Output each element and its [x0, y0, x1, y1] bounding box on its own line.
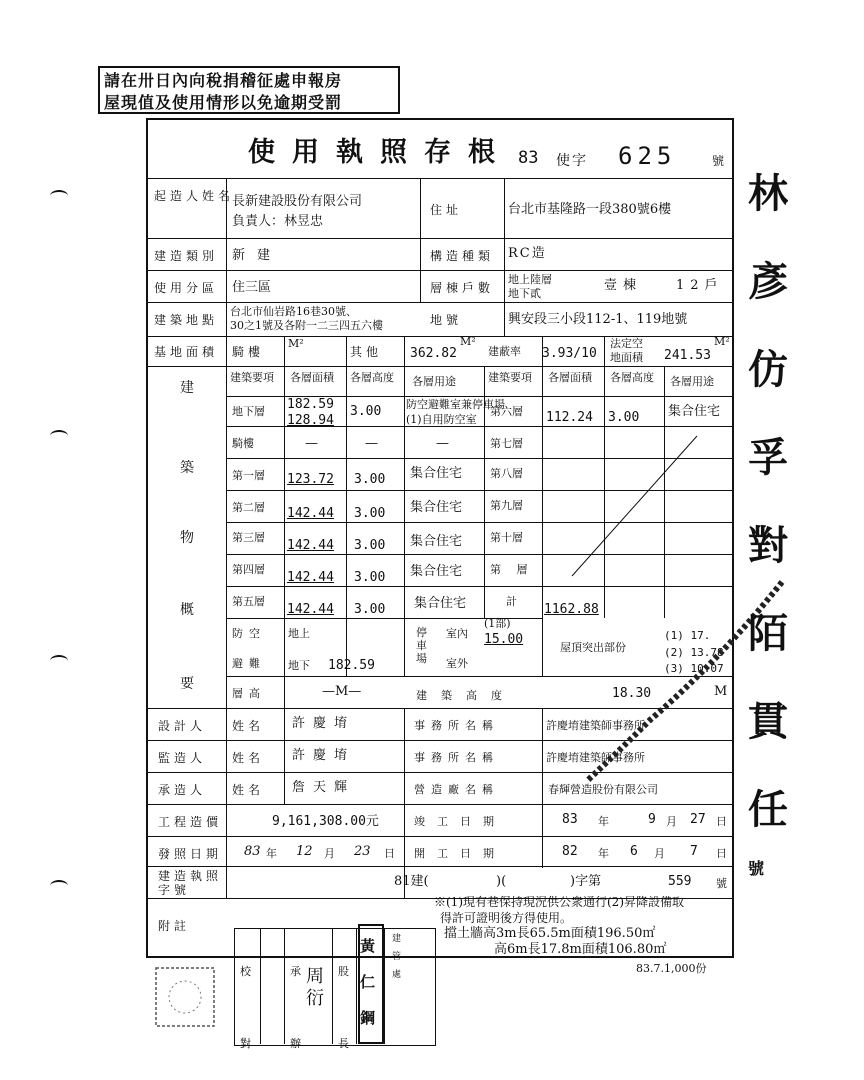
floor-height: —	[365, 436, 378, 451]
structure-label: 構造種類	[430, 249, 495, 263]
owner-address: 台北市基隆路一段380號6樓	[508, 202, 672, 217]
note-line: 擋土牆高3m長65.5m面積196.50㎡	[444, 926, 656, 941]
floor-height: 3.00	[354, 602, 386, 617]
side-char: 任	[748, 786, 788, 833]
floor-name: 第四層	[232, 563, 265, 576]
completion-month: 9	[648, 812, 656, 827]
issue-month: 12	[296, 844, 313, 859]
shelter-below-area: 182.59	[328, 658, 375, 673]
floor-use: 集合住宅	[410, 500, 463, 515]
building-height: 18.30	[612, 686, 652, 701]
permit-number: 625	[618, 142, 677, 170]
floor-height: 3.00	[608, 410, 640, 425]
floor-name: 第九層	[490, 499, 523, 512]
floor-height: 3.00	[354, 538, 386, 553]
side-char: 號	[748, 859, 765, 878]
issue-day: 23	[354, 844, 371, 859]
section-char: 物	[180, 530, 194, 546]
header-item: 建築要項	[488, 371, 532, 384]
rule	[404, 336, 405, 676]
designer-role: 設計人	[158, 719, 207, 733]
completion-label: 竣工日期	[414, 815, 506, 828]
scan-mark	[50, 880, 68, 892]
floor-height: 3.00	[354, 506, 386, 521]
permit-year: 83	[518, 148, 539, 168]
rule	[504, 178, 505, 238]
contractor-role: 承造人	[158, 783, 207, 797]
shelter-below: 地下	[288, 659, 310, 672]
issue-year: 83	[244, 844, 261, 859]
note-line: ※(1)現有巷保持現況供公衆通行(2)昇降設備取	[434, 895, 684, 909]
contractor-name-label: 姓名	[232, 783, 265, 797]
section-char: 概	[180, 602, 194, 618]
parking-outdoor-label: 室外	[446, 657, 468, 670]
supervisor-name: 許慶堉	[292, 748, 356, 763]
floor-area: 123.72	[287, 472, 334, 487]
floor-name: 第七層	[490, 437, 523, 450]
owner-name: 長新建設股份有限公司	[232, 194, 363, 209]
permit-hao: 號	[712, 154, 725, 168]
stamp-chief-label: 股長	[338, 965, 349, 1050]
contractor-office-label: 營造廠名稱	[414, 783, 499, 796]
arcade-label: 騎樓	[232, 345, 265, 359]
start-year: 82	[562, 844, 578, 859]
other-area: 362.82	[410, 346, 457, 361]
contractor-name: 詹天輝	[292, 780, 356, 795]
rule	[146, 804, 734, 805]
building-height-label: 建築高度	[416, 689, 516, 702]
coverage-ratio: 3.93/10	[542, 346, 597, 361]
start-day: 7	[690, 844, 698, 859]
unit-year: 年	[598, 847, 609, 860]
address-label: 住址	[430, 203, 463, 217]
rule	[146, 836, 734, 837]
supervisor-office-label: 事務所名稱	[414, 751, 499, 764]
owner-label: 起造人姓名	[154, 189, 235, 203]
shelter-label-2: 避難	[232, 657, 266, 670]
shelter-above: 地上	[288, 627, 310, 640]
permit-zi: 使字	[556, 153, 588, 169]
rule	[346, 336, 347, 676]
floor-area: 142.44	[287, 602, 334, 617]
shelter-label-1: 防空	[232, 627, 266, 640]
rule	[332, 928, 333, 1044]
floor-name: 第五層	[232, 595, 265, 608]
header-item: 建築要項	[230, 371, 274, 384]
rule	[146, 238, 734, 239]
rule	[146, 866, 734, 867]
completion-year: 83	[562, 812, 578, 827]
floors-above: 地上陸層	[508, 273, 552, 286]
unit-year: 年	[598, 815, 609, 828]
header-height: 各層高度	[350, 371, 394, 384]
note-line: 高6m長17.8m面積106.80㎡	[494, 942, 667, 957]
height-unit: M	[714, 684, 728, 699]
zone-value: 住三區	[232, 280, 272, 295]
print-info: 83.7.1,000份	[636, 962, 707, 975]
side-char: 仿	[748, 346, 788, 393]
unit-month: 月	[654, 847, 665, 860]
rule	[284, 336, 285, 708]
build-type: 新建	[232, 248, 283, 263]
floor-area: 142.44	[287, 570, 334, 585]
roof-label: 屋頂突出部份	[560, 641, 626, 654]
stamp-handler-label: 承辦	[290, 965, 301, 1050]
parking-indoor-count: (1部)	[484, 617, 511, 630]
side-char: 彥	[748, 258, 788, 305]
header-area: 各層面積	[290, 371, 334, 384]
contractor-office: 春輝營造股份有限公司	[548, 783, 658, 796]
designer-office: 許慶堉建築師事務所	[546, 719, 645, 732]
rule	[146, 336, 734, 337]
lot-number: 興安段三小段112-1、119地號	[508, 312, 688, 327]
permit-hao: 號	[716, 877, 727, 890]
side-char: 陌	[748, 610, 788, 657]
site-address-1: 台北市仙岩路16巷30號、	[230, 305, 357, 318]
floor-area: 112.24	[546, 410, 593, 425]
floor-name: 騎樓	[232, 437, 254, 450]
zone-label: 使用分區	[154, 281, 219, 295]
floors-count-label: 層棟戶數	[430, 281, 495, 295]
header-area: 各層面積	[548, 371, 592, 384]
floor-name: 第十層	[490, 531, 523, 544]
floor-name: 第二層	[232, 501, 265, 514]
floor-area: 142.44	[287, 538, 334, 553]
side-char: 林	[748, 170, 788, 217]
legal-area-label-1: 法定空	[610, 337, 643, 350]
notice-line-1: 請在卅日內向稅捐稽征處申報房	[104, 71, 343, 90]
floor-area: 142.44	[287, 506, 334, 521]
completion-day: 27	[690, 812, 706, 827]
side-char: 孚	[748, 434, 788, 481]
rule	[146, 178, 734, 179]
permit-suffix: )字第	[570, 874, 602, 889]
floor-use: (1)自用防空室	[406, 413, 477, 426]
header-use: 各層用途	[412, 375, 456, 388]
floor-height: 3.00	[350, 404, 382, 419]
supervisor-name-label: 姓名	[232, 751, 265, 765]
note-line: 得許可證明後方得使用。	[440, 911, 573, 925]
floor-name: 第一層	[232, 469, 265, 482]
supervisor-office: 許慶堉建築師事務所	[546, 751, 645, 764]
supervisor-role: 監造人	[158, 751, 207, 765]
floor-name: 第三層	[232, 531, 265, 544]
side-char: 對	[748, 522, 788, 569]
rule	[146, 366, 734, 367]
build-type-label: 建造類別	[154, 249, 219, 263]
rule	[284, 708, 285, 804]
rule	[384, 928, 385, 1044]
floor-name: 第八層	[490, 467, 523, 480]
rule	[226, 178, 227, 898]
floor-use: 防空避難室兼停車場	[406, 398, 505, 411]
unit-year: 年	[266, 847, 277, 860]
seal-name: 黃仁鋼	[360, 937, 376, 1027]
other-label: 其他	[350, 345, 383, 359]
section-char: 築	[180, 460, 194, 476]
unit-m2: M²	[714, 335, 730, 348]
permit-label-1: 建造執照	[158, 869, 223, 883]
section-char: 建	[180, 380, 194, 396]
unit-month: 月	[324, 847, 335, 860]
parking-indoor-area: 15.00	[484, 632, 524, 647]
rule	[504, 238, 505, 336]
structure-type: RC造	[508, 246, 547, 261]
permit-label-2: 字號	[158, 883, 191, 897]
unit-m2: M²	[460, 335, 476, 348]
permit-prefix: 81建(	[394, 874, 429, 889]
dept-seal: 建管處	[392, 934, 402, 980]
rule	[542, 708, 543, 868]
notes-label: 附註	[158, 919, 191, 933]
permit-no: 559	[668, 874, 692, 889]
designer-name: 許慶堉	[292, 716, 356, 731]
floor-use: 集合住宅	[410, 564, 463, 579]
rule	[284, 928, 285, 1044]
notice-box	[98, 66, 400, 114]
floor-height-value: —M—	[322, 684, 362, 699]
floor-area: 182.59	[287, 397, 334, 412]
site-label: 建築地點	[154, 313, 219, 327]
faded-seal-icon	[154, 966, 216, 1028]
total-label: 計	[506, 595, 517, 608]
rule	[260, 928, 261, 1044]
building-count: 壹棟	[604, 278, 643, 293]
form-title: 使用執照存根	[248, 137, 512, 168]
scan-mark	[50, 655, 68, 667]
floor-name: 地下層	[232, 405, 265, 418]
floor-area: 128.94	[287, 413, 334, 428]
roof-value-3: (3) 10.07	[664, 662, 724, 675]
unit-day: 日	[716, 847, 727, 860]
floor-name: 第六層	[490, 405, 523, 418]
floor-use: 集合住宅	[414, 596, 467, 611]
unit-day: 日	[716, 815, 727, 828]
unit-month: 月	[666, 815, 677, 828]
parking-label: 停車場	[416, 626, 427, 665]
header-use: 各層用途	[670, 375, 714, 388]
roof-value-1: (1) 17.	[664, 629, 711, 642]
scan-mark	[50, 430, 68, 442]
cost-value: 9,161,308.00元	[272, 814, 379, 829]
coverage-label: 建蔽率	[488, 345, 521, 358]
floor-name: 第 層	[490, 563, 534, 576]
rule	[404, 708, 405, 898]
designer-name-label: 姓名	[232, 719, 265, 733]
parking-indoor-label: 室內	[446, 627, 468, 640]
floor-use: 集合住宅	[410, 534, 463, 549]
roof-value-2: (2) 13.78	[664, 646, 724, 659]
start-label: 開工日期	[414, 847, 506, 860]
unit-m2: M²	[288, 337, 304, 350]
designer-office-label: 事務所名稱	[414, 719, 499, 732]
floor-use: 集合住宅	[410, 466, 463, 481]
floor-height-label: 層高	[232, 687, 266, 700]
rule	[146, 302, 734, 303]
floor-height: 3.00	[354, 570, 386, 585]
floor-height: 3.00	[354, 472, 386, 487]
handler-signature: 周衍	[306, 966, 324, 1009]
total-area: 1162.88	[544, 602, 599, 617]
cost-label: 工程造價	[158, 815, 223, 829]
legal-area-label-2: 地面積	[610, 351, 643, 364]
floor-area: —	[305, 436, 318, 451]
issue-date-label: 發照日期	[158, 847, 223, 861]
floors-below: 地下貳	[508, 287, 541, 300]
site-address-2: 30之1號及各附一二三四五六樓	[230, 319, 383, 332]
scan-mark	[50, 190, 68, 202]
header-height: 各層高度	[610, 371, 654, 384]
side-char: 貫	[748, 698, 788, 745]
site-area-label: 基地面積	[154, 345, 219, 359]
unit-day: 日	[384, 847, 395, 860]
rule	[146, 270, 734, 271]
rule	[420, 178, 421, 302]
permit-mid: )(	[496, 874, 507, 889]
lot-label: 地號	[430, 313, 463, 327]
rule	[356, 928, 357, 1044]
notice-line-2: 屋現值及使用情形以免逾期受罰	[104, 93, 343, 112]
side-handwriting	[748, 150, 788, 884]
legal-open-area: 241.53	[664, 348, 711, 363]
start-month: 6	[630, 844, 638, 859]
floor-use: —	[436, 436, 449, 451]
owner-rep: 負責人：林昱忠	[232, 214, 324, 229]
floor-use: 集合住宅	[668, 404, 721, 419]
unit-count: 12戶	[676, 278, 724, 293]
section-char: 要	[180, 676, 194, 692]
notes-block	[434, 894, 684, 958]
stamp-check-label: 校對	[240, 965, 251, 1050]
